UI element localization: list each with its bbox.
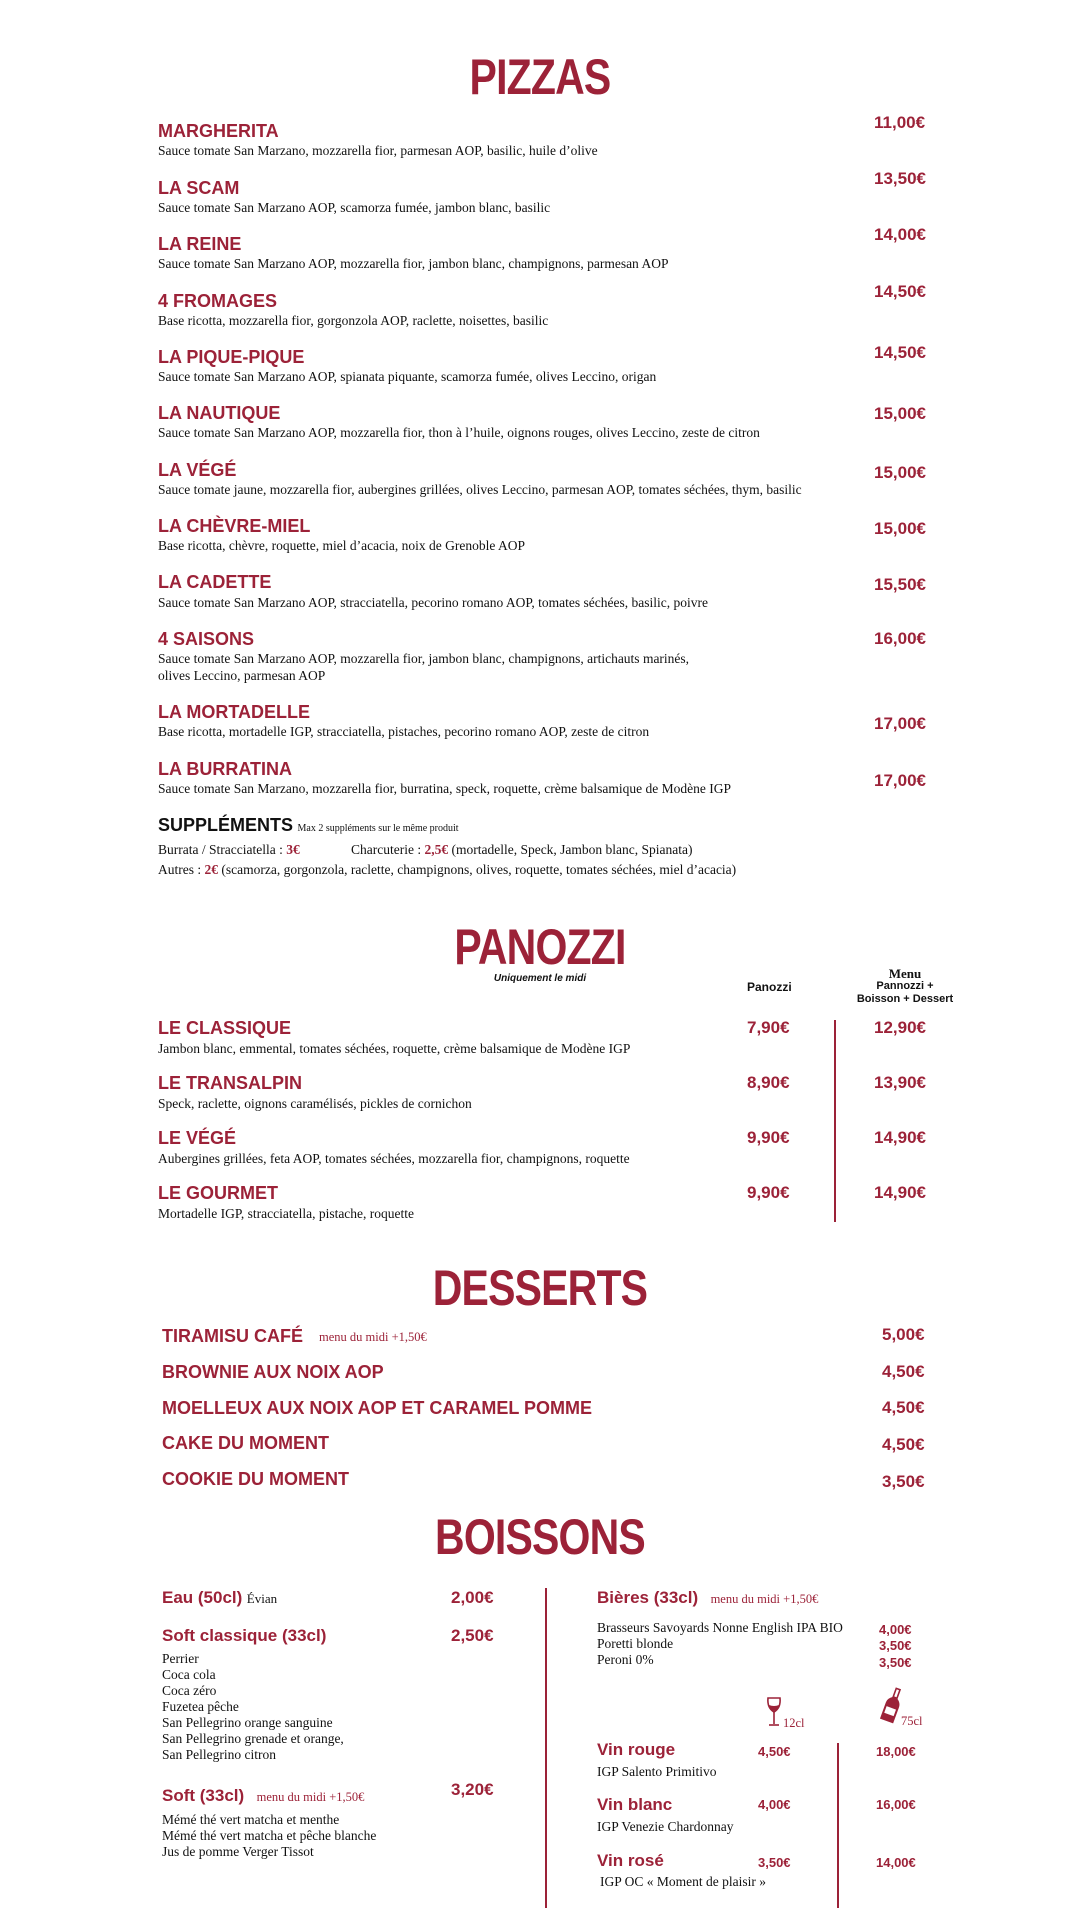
pizza-price: 11,00€ (874, 113, 926, 132)
pizza-price: 15,00€ (874, 463, 926, 482)
menu-col-title: Menu (888, 966, 922, 981)
dessert-price: 3,50€ (882, 1472, 925, 1491)
pizza-price: 13,50€ (874, 169, 926, 188)
panozzi-desc: Speck, raclette, oignons caramélisés, pickles de cornichon (158, 1096, 472, 1111)
drink-item: San Pellegrino orange sanguine (162, 1715, 333, 1730)
beer-price: 3,50€ (879, 1655, 912, 1670)
pizza-desc: Base ricotta, chèvre, roquette, miel d’acacia, noix de Grenoble AOP (158, 538, 525, 553)
panozzi-name: LE TRANSALPIN (158, 1073, 302, 1093)
drink-item: Mémé thé vert matcha et pêche blanche (162, 1828, 377, 1843)
pizza-name: 4 FROMAGES (158, 291, 278, 311)
pizza-name: LA BURRATINA (158, 759, 292, 779)
panozzi-name: LE VÉGÉ (158, 1128, 237, 1148)
wine-name: Vin rosé (597, 1851, 664, 1870)
panozzi-menu-price: 14,90€ (874, 1128, 926, 1147)
panozzi-price: 9,90€ (747, 1183, 790, 1202)
pizza-desc: Sauce tomate San Marzano AOP, spianata piquante, scamorza fumée, olives Leccino, origan (158, 369, 657, 384)
pizza-price: 17,00€ (874, 771, 926, 790)
pizza-desc: Sauce tomate San Marzano, mozzarella fior, burratina, speck, roquette, crème balsamique de Modène IGP (158, 781, 731, 796)
pizza-desc: Sauce tomate jaune, mozzarella fior, aubergines grillées, olives Leccino, parmesan AOP, tomates séchées, thym, basilic (158, 482, 802, 497)
supplements-title: SUPPLÉMENTS (158, 815, 294, 835)
wine-glass-price: 4,00€ (758, 1797, 791, 1812)
pizzas-title: PIZZAS (469, 49, 611, 105)
pizza-price: 17,00€ (874, 714, 926, 733)
supplement-price: 3€ (286, 842, 300, 857)
wine-bottle-price: 16,00€ (876, 1797, 916, 1812)
drink-item: Jus de pomme Verger Tissot (162, 1844, 314, 1859)
pizza-name: LA PIQUE-PIQUE (158, 347, 305, 367)
panozzi-desc: Mortadelle IGP, stracciatella, pistache, roquette (158, 1206, 415, 1221)
drink-item: San Pellegrino grenade et orange, (162, 1731, 344, 1746)
supplement-detail: (mortadelle, Speck, Jambon blanc, Spianata) (448, 842, 693, 857)
supplement-label: Autres : (158, 862, 205, 877)
menu-col-line: Boisson + Dessert (856, 993, 954, 1005)
pizza-desc: Sauce tomate San Marzano AOP, mozzarella fior, thon à l’huile, oignons rouges, olives Leccino, zeste de citron (158, 425, 760, 440)
pizza-desc: Sauce tomate San Marzano AOP, mozzarella fior, jambon blanc, champignons, parmesan AOP (158, 256, 669, 271)
desserts-title: DESSERTS (432, 1260, 648, 1316)
dessert-name: MOELLEUX AUX NOIX AOP ET CARAMEL POMME (162, 1398, 593, 1418)
menu-col-header (855, 967, 955, 1006)
dessert-price: 4,50€ (882, 1362, 925, 1381)
supplements-header (158, 815, 459, 836)
pizza-name: LA NAUTIQUE (158, 403, 281, 423)
beer-price: 3,50€ (879, 1638, 912, 1653)
menu-col-line: Pannozzi + (876, 980, 934, 992)
eau-price: 2,00€ (451, 1588, 494, 1607)
panozzi-subtitle: Uniquement le midi (493, 973, 587, 984)
wine-divider (837, 1743, 839, 1908)
pizza-name: LA MORTADELLE (158, 702, 310, 722)
boissons-center-divider (545, 1588, 547, 1908)
panozzi-divider (834, 1020, 836, 1222)
supplements-line1-b (351, 842, 693, 858)
glass-size: 12cl (783, 1716, 805, 1730)
panozzi-col-header: Panozzi (747, 980, 792, 994)
drink-item: Perrier (162, 1651, 199, 1666)
soft-list (162, 1812, 376, 1860)
soft-note: menu du midi +1,50€ (256, 1790, 365, 1804)
supplements-line1-a (158, 842, 300, 858)
wine-desc: IGP Salento Primitivo (597, 1764, 717, 1779)
pizza-desc: Base ricotta, mozzarella fior, gorgonzola AOP, raclette, noisettes, basilic (158, 313, 549, 328)
drink-item: Fuzetea pêche (162, 1699, 239, 1714)
beer-item: Poretti blonde (597, 1636, 674, 1651)
beer-price: 4,00€ (879, 1622, 912, 1637)
supplements-line2 (158, 862, 736, 878)
pizza-name: LA VÉGÉ (158, 460, 237, 480)
supplement-price: 2€ (204, 862, 218, 877)
soft-classique-list (162, 1651, 344, 1763)
pizza-desc: Base ricotta, mortadelle IGP, stracciatella, pistaches, pecorino romano AOP, zeste de citron (158, 724, 650, 739)
dessert-name: TIRAMISU CAFÉ (162, 1326, 303, 1346)
panozzi-price: 9,90€ (747, 1128, 790, 1147)
soft-classique-name: Soft classique (33cl) (162, 1626, 327, 1645)
wine-name: Vin rouge (597, 1740, 676, 1759)
panozzi-price: 8,90€ (747, 1073, 790, 1092)
eau-brand: Évian (246, 1591, 278, 1606)
soft-price: 3,20€ (451, 1780, 494, 1799)
wine-glass-icon (765, 1696, 783, 1735)
panozzi-desc: Aubergines grillées, feta AOP, tomates séchées, mozzarella fior, champignons, roquette (158, 1151, 630, 1166)
pizza-desc: Sauce tomate San Marzano AOP, mozzarella fior, jambon blanc, champignons, artichauts marinés, (158, 651, 690, 666)
pizza-desc: Sauce tomate San Marzano, mozzarella fior, parmesan AOP, basilic, huile d’olive (158, 143, 598, 158)
pizza-desc: Sauce tomate San Marzano AOP, stracciatella, pecorino romano AOP, tomates séchées, basilic, poivre (158, 595, 708, 610)
pizza-price: 15,50€ (874, 575, 926, 594)
dessert-price: 4,50€ (882, 1435, 925, 1454)
pizza-name: LA CADETTE (158, 572, 272, 592)
panozzi-price: 7,90€ (747, 1018, 790, 1037)
panozzi-desc: Jambon blanc, emmental, tomates séchées, roquette, crème balsamique de Modène IGP (158, 1041, 631, 1056)
supplement-detail: (scamorza, gorgonzola, raclette, champignons, olives, roquette, tomates séchées, miel d’acacia) (218, 862, 737, 877)
eau-name: Eau (50cl) (162, 1588, 243, 1607)
pizza-price: 15,00€ (874, 404, 926, 423)
pizza-price: 15,00€ (874, 519, 926, 538)
drink-item: San Pellegrino citron (162, 1747, 276, 1762)
wine-glass-price: 3,50€ (758, 1855, 791, 1870)
panozzi-menu-price: 12,90€ (874, 1018, 926, 1037)
dessert-note: menu du midi +1,50€ (319, 1330, 427, 1344)
bottle-size: 75cl (901, 1714, 923, 1728)
bieres-list (597, 1620, 843, 1668)
beer-item: Peroni 0% (597, 1652, 654, 1667)
dessert-name: BROWNIE AUX NOIX AOP (162, 1362, 384, 1382)
bieres-row (597, 1588, 818, 1608)
panozzi-name: LE CLASSIQUE (158, 1018, 292, 1038)
drink-item: Coca cola (162, 1667, 216, 1682)
soft-row (162, 1786, 364, 1806)
wine-desc: IGP Venezie Chardonnay (597, 1819, 734, 1834)
wine-glass-price: 4,50€ (758, 1744, 791, 1759)
pizza-desc: Sauce tomate San Marzano AOP, scamorza fumée, jambon blanc, basilic (158, 200, 551, 215)
panozzi-name: LE GOURMET (158, 1183, 278, 1203)
bieres-name: Bières (33cl) (597, 1588, 699, 1607)
pizza-name: 4 SAISONS (158, 629, 255, 649)
dessert-price: 5,00€ (882, 1325, 925, 1344)
pizza-price: 16,00€ (874, 629, 926, 648)
supplement-price: 2,5€ (424, 842, 449, 857)
beer-item: Brasseurs Savoyards Nonne English IPA BIO (597, 1620, 843, 1635)
pizza-name: LA REINE (158, 234, 242, 254)
soft-classique-price: 2,50€ (451, 1626, 494, 1645)
dessert-name: CAKE DU MOMENT (162, 1433, 329, 1453)
supplements-note: Max 2 suppléments sur le même produit (297, 823, 459, 834)
panozzi-title: PANOZZI (454, 919, 626, 975)
pizza-price: 14,00€ (874, 225, 926, 244)
soft-name: Soft (33cl) (162, 1786, 245, 1805)
pizza-name: LA CHÈVRE-MIEL (158, 516, 311, 536)
eau-row (162, 1588, 277, 1608)
pizza-price: 14,50€ (874, 343, 926, 362)
supplement-label: Burrata / Stracciatella : (158, 842, 287, 857)
panozzi-menu-price: 13,90€ (874, 1073, 926, 1092)
pizza-desc-line2: olives Leccino, parmesan AOP (158, 668, 326, 683)
dessert-price: 4,50€ (882, 1398, 925, 1417)
wine-name: Vin blanc (597, 1795, 673, 1814)
pizza-name: MARGHERITA (158, 121, 279, 141)
bieres-note: menu du midi +1,50€ (710, 1592, 819, 1606)
drink-item: Coca zéro (162, 1683, 217, 1698)
pizza-price: 14,50€ (874, 282, 926, 301)
boissons-title: BOISSONS (435, 1509, 645, 1565)
pizza-name: LA SCAM (158, 178, 240, 198)
wine-bottle-price: 18,00€ (876, 1744, 916, 1759)
drink-item: Mémé thé vert matcha et menthe (162, 1812, 340, 1827)
dessert-name: COOKIE DU MOMENT (162, 1469, 349, 1489)
wine-desc: IGP OC « Moment de plaisir » (600, 1874, 766, 1889)
wine-bottle-price: 14,00€ (876, 1855, 916, 1870)
supplement-label: Charcuterie : (351, 842, 425, 857)
panozzi-menu-price: 14,90€ (874, 1183, 926, 1202)
